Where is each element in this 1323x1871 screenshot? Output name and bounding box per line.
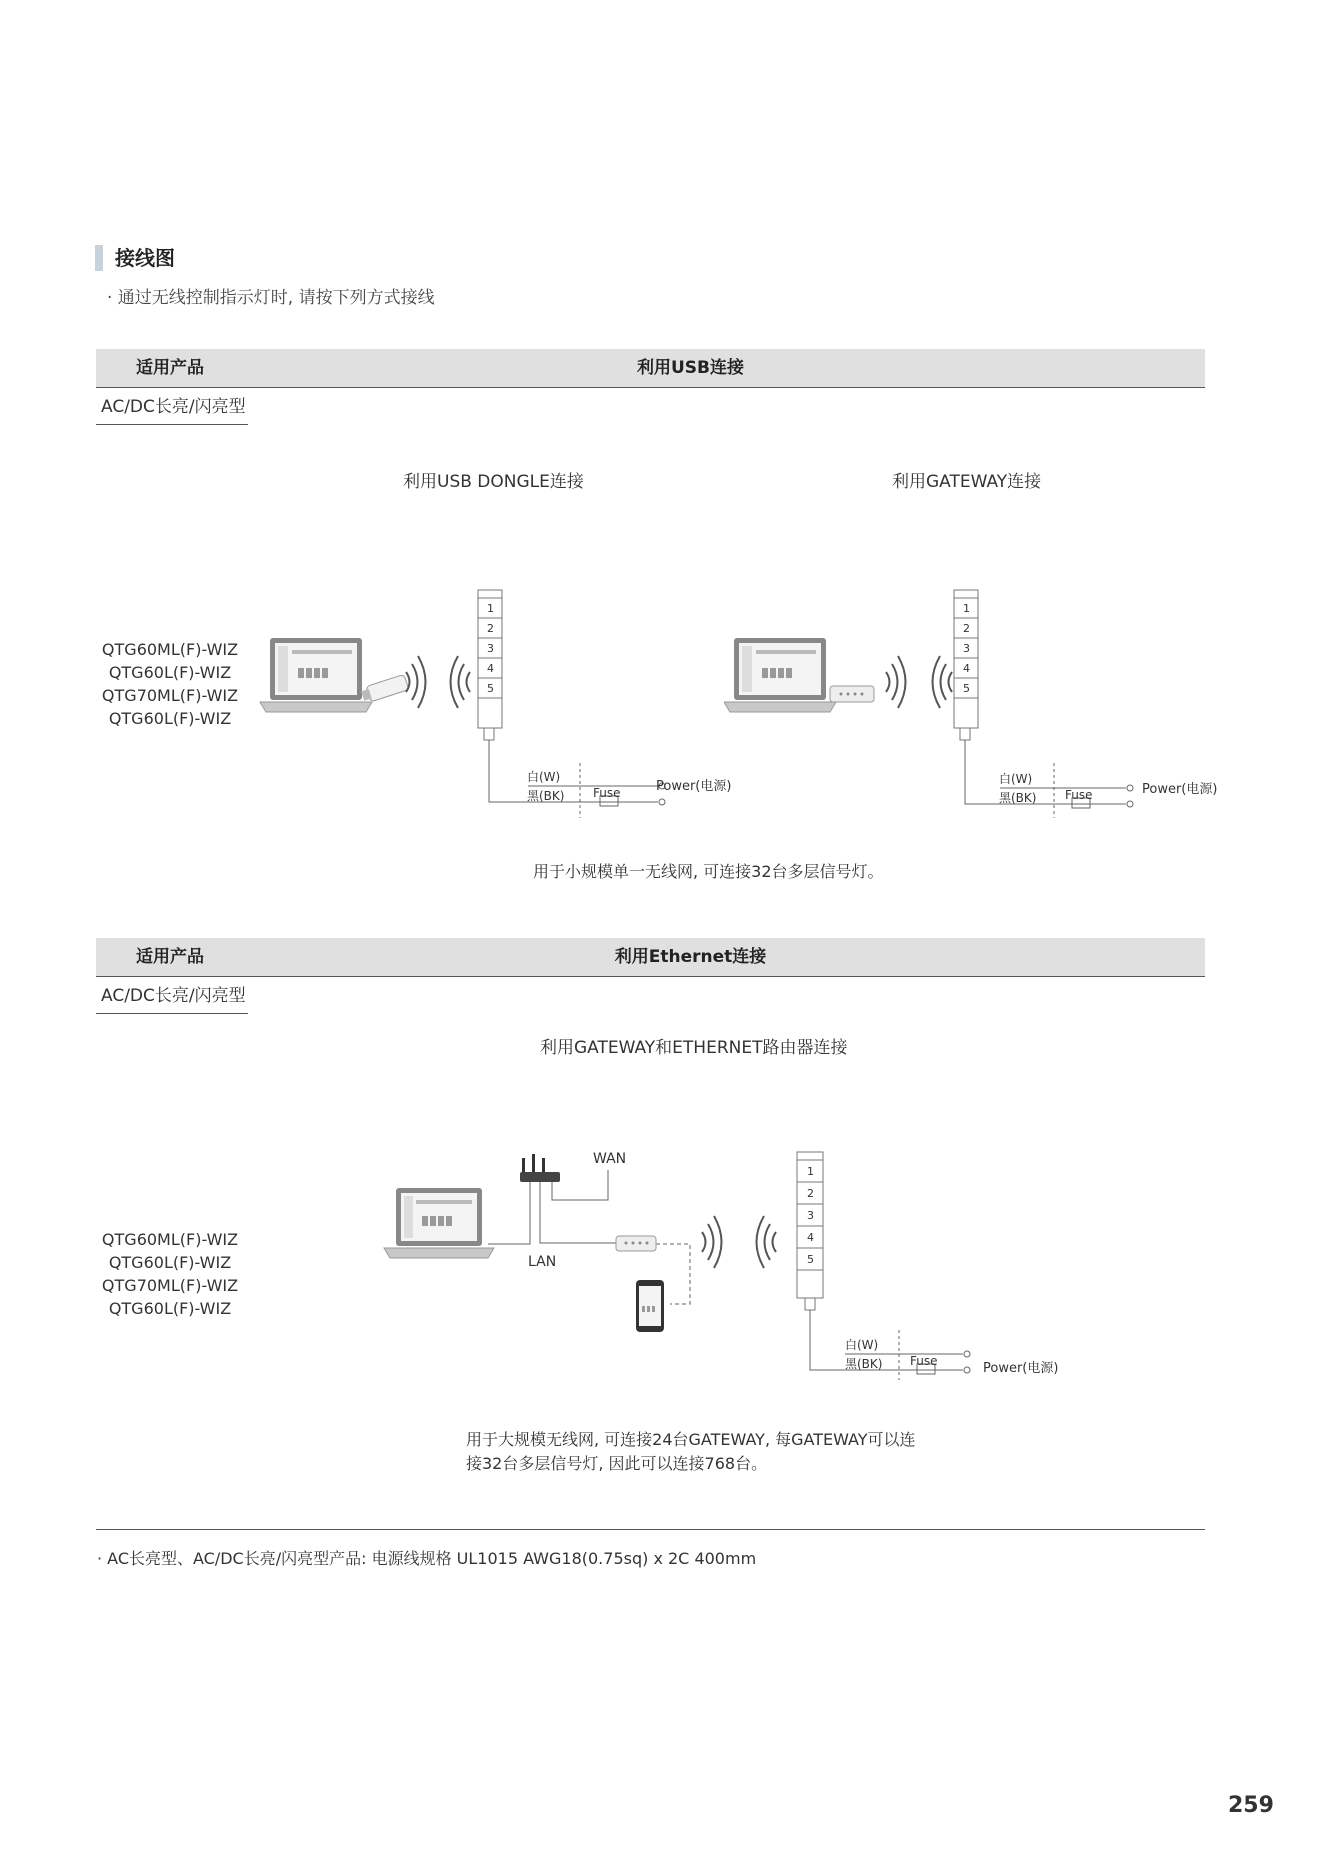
fuse-label: Fuse <box>1065 788 1093 802</box>
gateway-icon <box>830 686 874 702</box>
tier-label: 4 <box>807 1231 814 1244</box>
model-item: QTG60ML(F)-WIZ <box>101 640 239 659</box>
footnote-divider <box>96 1529 1205 1530</box>
table1-description: 用于小规模单一无线网, 可连接32台多层信号灯。 <box>533 862 884 881</box>
power-label: Power(电源) <box>656 779 732 794</box>
table1-model-list <box>100 638 240 730</box>
lan-label: LAN <box>528 1254 557 1270</box>
power-label: Power(电源) <box>983 1361 1059 1376</box>
gateway-icon <box>616 1236 656 1251</box>
model-item: QTG70ML(F)-WIZ <box>101 686 239 705</box>
tier-label: 1 <box>807 1165 814 1178</box>
model-item: QTG60L(F)-WIZ <box>108 1299 232 1318</box>
signal-tower-stack <box>797 1152 823 1310</box>
model-item: QTG60L(F)-WIZ <box>108 709 232 728</box>
usb-dongle-icon <box>360 674 409 703</box>
model-item: QTG60ML(F)-WIZ <box>101 1230 239 1249</box>
table2-description <box>466 1428 916 1476</box>
table1-header <box>96 349 1205 388</box>
usb-dongle-caption: 利用USB DONGLE连接 <box>403 472 584 492</box>
tier-label: 1 <box>963 602 970 615</box>
table2-model-list <box>100 1228 240 1320</box>
wire-white-label: 白(W) <box>527 770 561 784</box>
model-item: QTG60L(F)-WIZ <box>108 663 232 682</box>
table2-header <box>96 938 1205 977</box>
section-note: · 通过无线控制指示灯时, 请按下列方式接线 <box>107 288 435 308</box>
signal-tower-stack <box>478 590 502 740</box>
tier-label: 2 <box>807 1187 814 1200</box>
footnote: · AC长亮型、AC/DC长亮/闪亮型产品: 电源线规格 UL1015 AWG18(0.75sq) x 2C 400mm <box>97 1549 757 1568</box>
power-label: Power(电源) <box>1142 782 1218 797</box>
description-line: 接32台多层信号灯, 因此可以连接768台。 <box>466 1454 768 1473</box>
description-line: 用于大规模无线网, 可连接24台GATEWAY, 每GATEWAY可以连 <box>466 1430 916 1449</box>
gateway-diagram <box>724 580 964 820</box>
signal-tower-1 <box>470 588 670 818</box>
router-icon <box>520 1154 560 1182</box>
tier-label: 5 <box>807 1253 814 1266</box>
wire-white-label: 白(W) <box>999 772 1033 786</box>
signal-tower-3 <box>793 1150 993 1380</box>
table1-row-type: AC/DC长亮/闪亮型 <box>96 389 248 425</box>
table2-col-product: 适用产品 <box>136 947 204 967</box>
signal-tower-stack <box>954 590 978 740</box>
fuse-label: Fuse <box>910 1354 938 1368</box>
wire-black-label: 黑(BK) <box>845 1357 883 1371</box>
tier-label: 4 <box>487 662 494 675</box>
tier-label: 5 <box>963 682 970 695</box>
wiring <box>810 1310 970 1380</box>
tier-label: 3 <box>963 642 970 655</box>
tier-label: 2 <box>963 622 970 635</box>
table1-col-product: 适用产品 <box>136 358 204 378</box>
laptop-icon <box>260 638 372 712</box>
wire-black-label: 黑(BK) <box>999 791 1037 805</box>
section-title: 接线图 <box>95 245 175 271</box>
wireless-signal-icon <box>406 656 470 708</box>
model-item: QTG70ML(F)-WIZ <box>101 1276 239 1295</box>
tier-label: 3 <box>807 1209 814 1222</box>
wireless-signal-icon <box>886 656 952 708</box>
table2-row-type: AC/DC长亮/闪亮型 <box>96 978 248 1014</box>
wiring <box>965 740 1133 818</box>
table2-col-connection: 利用Ethernet连接 <box>614 947 767 967</box>
wireless-signal-icon <box>702 1216 776 1268</box>
tier-label: 1 <box>487 602 494 615</box>
table1-col-connection: 利用USB连接 <box>636 358 744 378</box>
fuse-label: Fuse <box>593 786 621 800</box>
model-item: QTG60L(F)-WIZ <box>108 1253 232 1272</box>
page-number: 259 <box>1228 1793 1274 1818</box>
laptop-icon <box>384 1188 494 1258</box>
tier-label: 3 <box>487 642 494 655</box>
wire-black-label: 黑(BK) <box>527 789 565 803</box>
signal-tower-2 <box>948 588 1148 818</box>
laptop-icon <box>724 638 836 712</box>
tier-label: 2 <box>487 622 494 635</box>
smartphone-icon <box>636 1280 664 1332</box>
ethernet-caption: 利用GATEWAY和ETHERNET路由器连接 <box>540 1038 848 1058</box>
wan-label: WAN <box>593 1151 627 1167</box>
gateway-caption: 利用GATEWAY连接 <box>892 472 1042 492</box>
tier-label: 5 <box>487 682 494 695</box>
wiring <box>489 740 665 818</box>
wire-white-label: 白(W) <box>845 1338 879 1352</box>
tier-label: 4 <box>963 662 970 675</box>
